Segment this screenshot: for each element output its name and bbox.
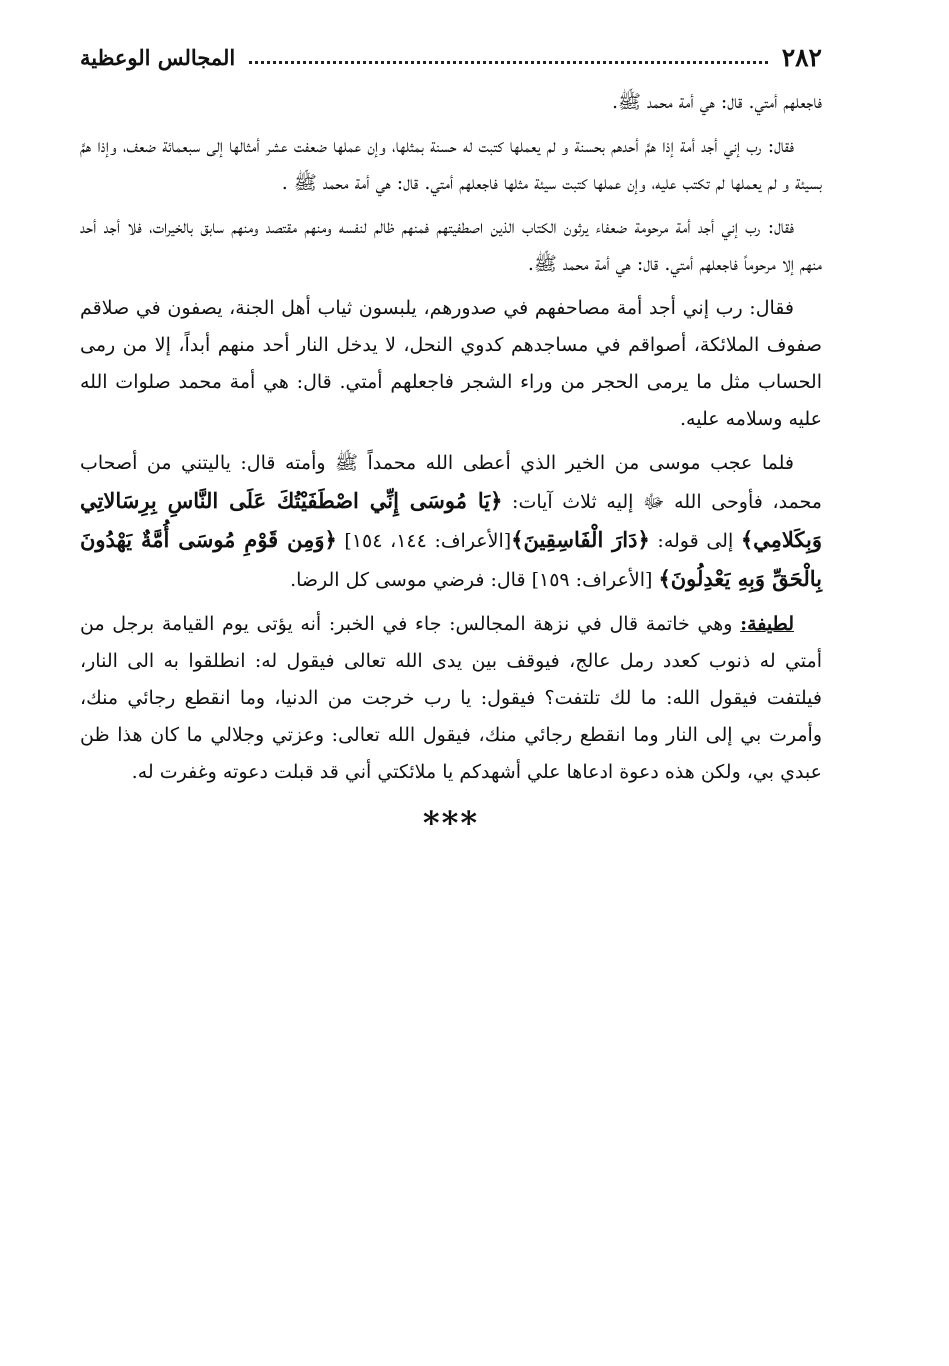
quran-verse-1: ﴿يَا مُوسَى إِنِّي اصْطَفَيْتُكَ عَلَى النَّاسِ بِرِسَالاتِي وَبِكَلامِي﴾	[80, 488, 823, 552]
moses-paragraph	[80, 445, 822, 599]
verse-reference-2: [الأعراف: ١٥٩]	[531, 569, 653, 591]
body-text	[80, 84, 822, 842]
quran-verse-3: ﴿وَمِن قَوْمِ مُوسَى أُمَّةٌ يَهْدُونَ بِالْحَقِّ وَبِهِ يَعْدِلُونَ﴾	[80, 527, 822, 591]
book-title: المجالس الوعظية	[80, 44, 236, 70]
latifa-text: وهي خاتمة قال في نزهة المجالس: جاء في الخبر: أنه يؤتى يوم القيامة برجل من أمتي له ذنوب كعدد رمل عالج، فيوقف بين يدى الله تعالى فيقول له: انطلقوا به الى النار، فيلتفت فيقول الله: ما لك تلتفت؟ فيقول: يا رب خرجت من الدنيا، وما انقطع رجائي منك، وأمرت بي إلى النار وما انقطع رجائي منك، فيقول الله تعالى: وعزتي وجلالي ما كان هذا ظن عبدي بي، ولكن هذه دعوة ادعاها علي أشهدكم يا ملائكتي أني قد قبلت دعوته وغفرت له.	[80, 613, 822, 783]
latifa-label: لطيفة:	[740, 613, 795, 635]
section-separator: ***	[422, 804, 480, 842]
verse-reference-1: [الأعراف: ١٤٤، ١٥٤]	[344, 530, 512, 552]
dotted-leader	[249, 61, 767, 64]
paragraph-3: فقال: رب إني أجد أمة مرحومة ضعفاء يرثون الكتاب الذين اصطفيتهم فمنهم ظالم لنفسه ومنهم مقتصد ومنهم سابق بالخيرات، فلا أجد أحد منهم إلا مرحوماً فاجعلهم أمتي. قال: هي أمة محمد ﷺ.	[80, 216, 822, 275]
latifa-paragraph	[80, 606, 822, 791]
paragraph-4: فقال: رب إني أجد أمة مصاحفهم في صدورهم، يلبسون ثياب أهل الجنة، يصفون في صلاقم صفوف الملائكة، أصواقم في مساجدهم كدوي النحل، لا يدخل النار أحد منهم أبداً، إلا من رمى الحساب مثل ما يرمى الحجر من وراء الشجر فاجعلهم أمتي. قال: هي أمة محمد صلوات الله عليه وسلامه عليه.	[80, 297, 822, 430]
moses-intro: فلما عجب موسى من الخير الذي أعطى الله محمداً ﷺ وأمته قال: ياليتني من أصحاب محمد، فأوحى الله ﷻ إليه ثلاث آيات:	[80, 452, 822, 513]
page-number: ٢٨٢	[781, 42, 822, 72]
page-header	[80, 40, 822, 74]
moses-closing: قال: فرضي موسى كل الرضا.	[290, 569, 526, 591]
paragraph-1: فاجعلهم أمتي. قال: هي أمة محمد ﷺ.	[611, 91, 822, 113]
paragraph-2: فقال: رب إني أجد أمة إذا همَّ أحدهم بحسنة و لم يعملها كتبت له حسنة بمثلها، وإن عملها ضعفت عشر أمثالها إلى سبعمائة ضعف، وإذا همَّ بسيئة و لم يعملها لم تكتب عليه، وإن عملها كتبت سيئة مثلها فاجعلهم أمتي. قال: هي أمة محمد ﷺ .	[80, 135, 822, 194]
verse-connector: إلى قوله:	[657, 530, 734, 552]
quran-verse-2: ﴿دَارَ الْفَاسِقِينَ﴾	[511, 527, 650, 552]
